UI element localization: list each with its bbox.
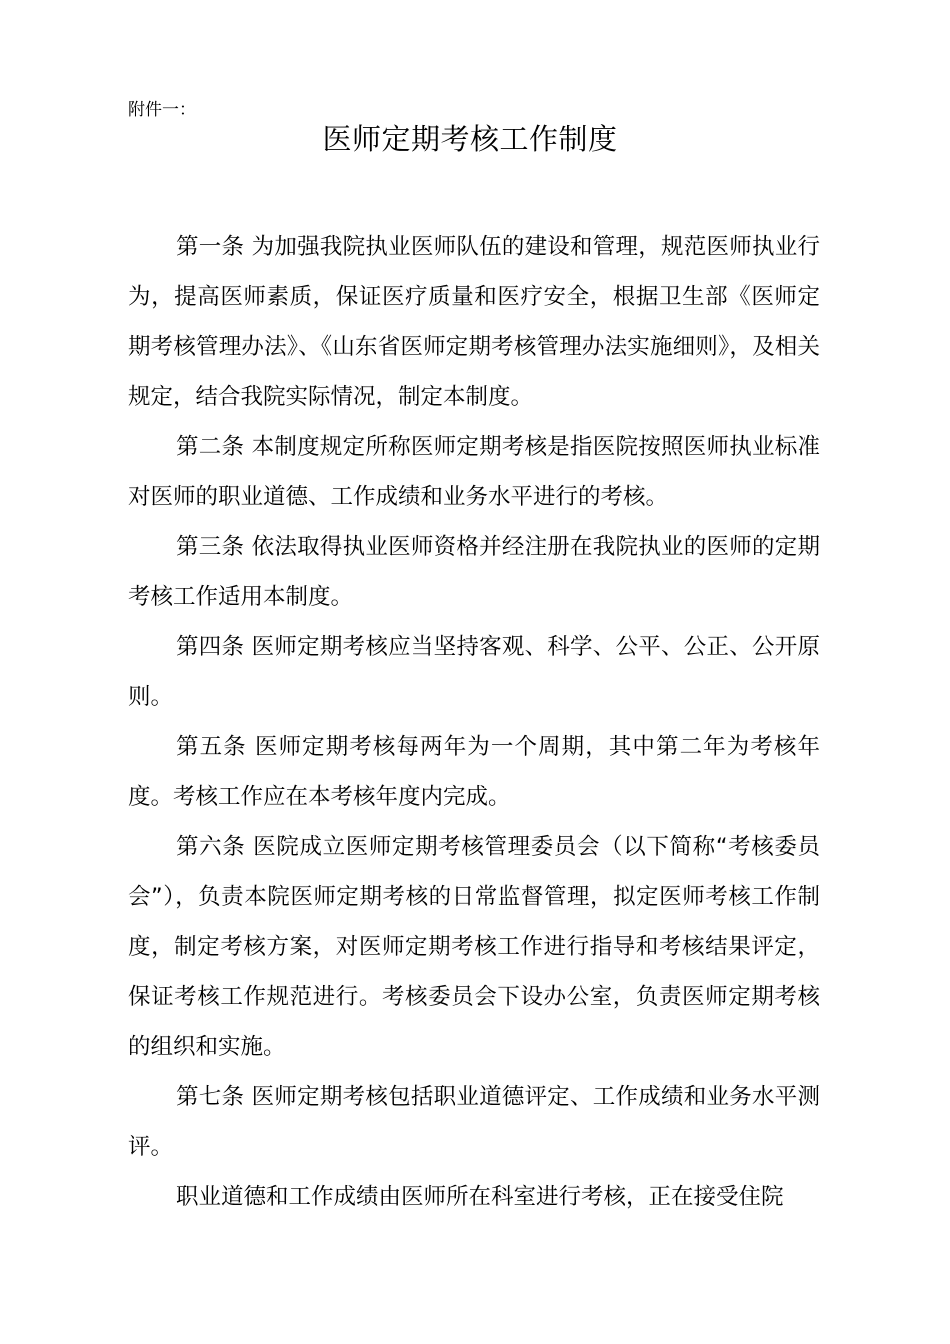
article-3-paragraph: 第三条 依法取得执业医师资格并经注册在我院执业的医师的定期考核工作适用本制度。 [128,534,820,610]
article-1-paragraph: 第一条 为加强我院执业医师队伍的建设和管理，规范医师执业行为，提高医师素质，保证医疗质量和医疗安全，根据卫生部《医师定期考核管理办法》、《山东省医师定期考核管理办法实施细则》，及相关规定，结合我院实际情况，制定本制度。 [128,234,820,410]
article-4-paragraph: 第四条 医师定期考核应当坚持客观、科学、公平、公正、公开原则。 [128,634,820,710]
article-7-paragraph: 第七条 医师定期考核包括职业道德评定、工作成绩和业务水平测评。 [128,1084,820,1160]
attachment-label: 附件一： [128,100,196,120]
article-2-paragraph: 第二条 本制度规定所称医师定期考核是指医院按照医师执业标准对医师的职业道德、工作成绩和业务水平进行的考核。 [128,434,820,510]
article-6-paragraph: 第六条 医院成立医师定期考核管理委员会（以下简称“考核委员会”），负责本院医师定期考核的日常监督管理，拟定医师考核工作制度，制定考核方案，对医师定期考核工作进行指导和考核结果评定，保证考核工作规范进行。考核委员会下设办公室，负责医师定期考核的组织和实施。 [128,834,820,1060]
document-title: 医师定期考核工作制度 [322,122,618,156]
article-5-paragraph: 第五条 医师定期考核每两年为一个周期，其中第二年为考核年度。考核工作应在本考核年度内完成。 [128,734,820,810]
article-7-continuation-paragraph: 职业道德和工作成绩由医师所在科室进行考核，正在接受住院 [176,1184,784,1210]
document-body [128,222,820,1222]
